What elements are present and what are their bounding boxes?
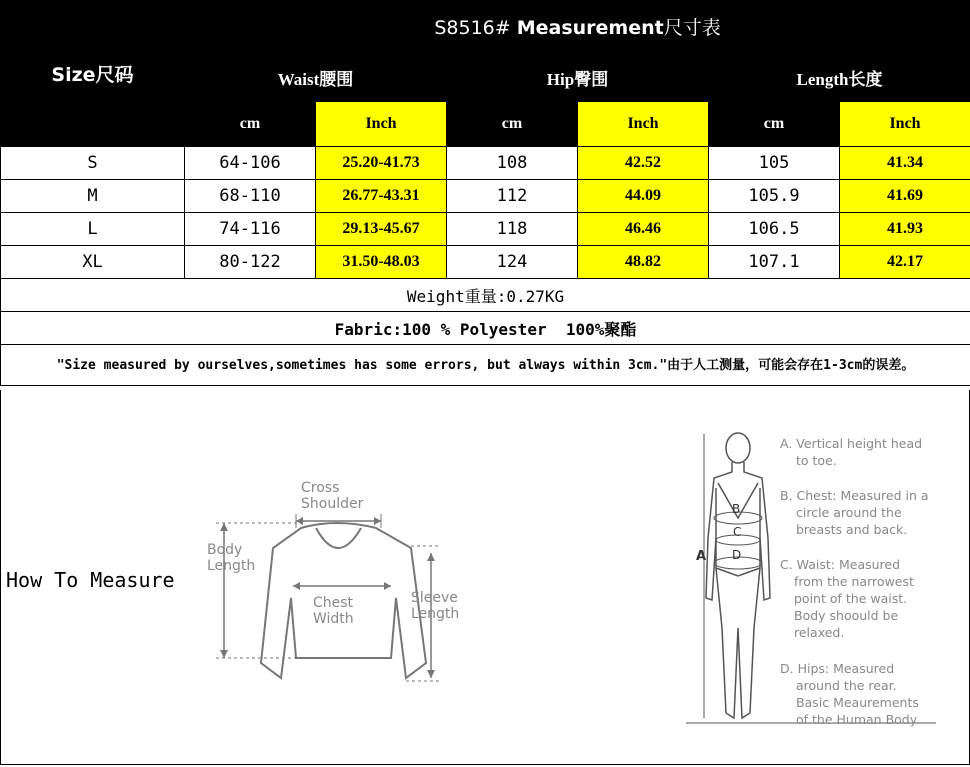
waist-cm-header: cm (185, 102, 316, 147)
figure-text-line: from the narrowest (794, 574, 914, 589)
chest-label-2: Width (313, 611, 354, 627)
table-title (185, 1, 970, 53)
hip-cm-cell: 118 (447, 213, 578, 246)
length-cm-cell: 107.1 (709, 246, 840, 279)
length-inch-header: Inch (840, 102, 970, 147)
hip-cm-cell: 124 (447, 246, 578, 279)
cross-label-1: Cross (301, 480, 340, 496)
waist-inch-cell: 25.20-41.73 (316, 147, 447, 180)
size-cell: XL (1, 246, 185, 279)
garment-diagram (201, 478, 481, 718)
size-header-label: Size尺码 (51, 64, 134, 86)
figure-text-line: B. Chest: Measured in a (780, 488, 929, 503)
hip-inch-cell: 44.09 (578, 180, 709, 213)
body-label-1: Body (207, 542, 243, 558)
size-header (1, 1, 185, 147)
figure-text-line: circle around the (796, 505, 902, 520)
hip-cm-cell: 108 (447, 147, 578, 180)
length-inch-cell: 41.93 (840, 213, 970, 246)
waist-inch-cell: 31.50-48.03 (316, 246, 447, 279)
figure-label-b: B (732, 502, 741, 516)
length-cm-cell: 105 (709, 147, 840, 180)
body-label-2: Length (207, 558, 256, 574)
length-inch-cell: 41.34 (840, 147, 970, 180)
figure-label-c: C (733, 525, 742, 539)
length-inch-cell: 41.69 (840, 180, 970, 213)
figure-text-line: breasts and back. (796, 522, 908, 537)
waist-cm-cell: 74-116 (185, 213, 316, 246)
body-figure-diagram (686, 428, 956, 758)
waist-inch-cell: 29.13-45.67 (316, 213, 447, 246)
title-bold: Measurement (516, 17, 664, 39)
figure-text-line: Body shoould be (794, 608, 899, 623)
sleeve-label-1: Sleeve (411, 590, 458, 606)
hip-inch-cell: 42.52 (578, 147, 709, 180)
hip-cm-cell: 112 (447, 180, 578, 213)
figure-text-line: relaxed. (794, 625, 845, 640)
hip-cm-header: cm (447, 102, 578, 147)
hip-inch-cell: 48.82 (578, 246, 709, 279)
figure-text-line: around the rear. (796, 678, 897, 693)
figure-text-line: of the Human Body (796, 712, 918, 727)
figure-text-line: D. Hips: Measured (780, 661, 895, 676)
hip-inch-cell: 46.46 (578, 213, 709, 246)
cross-label-2: Shoulder (301, 496, 364, 512)
figure-text-line: to toe. (796, 453, 837, 468)
sleeve-label-2: Length (411, 606, 460, 622)
waist-cm-cell: 68-110 (185, 180, 316, 213)
weight-row: Weight重量:0.27KG (1, 279, 970, 312)
size-cell: S (1, 147, 185, 180)
length-cm-header: cm (709, 102, 840, 147)
table-row (1, 246, 970, 279)
figure-label-d: D (732, 548, 742, 562)
hip-header: Hip臀围 (447, 53, 709, 102)
figure-text-line: C. Waist: Measured (780, 557, 901, 572)
table-row (1, 213, 970, 246)
title-code: S8516# (434, 17, 517, 39)
length-cm-cell: 106.5 (709, 213, 840, 246)
waist-header: Waist腰围 (185, 53, 447, 102)
figure-text-line: point of the waist. (794, 591, 908, 606)
chest-label-1: Chest (313, 595, 354, 611)
size-cell: M (1, 180, 185, 213)
figure-text-line: A. Vertical height head (780, 436, 923, 451)
waist-cm-cell: 80-122 (185, 246, 316, 279)
figure-label-a: A (696, 549, 707, 564)
fabric-row: Fabric:100 % Polyester 100%聚酯 (1, 312, 970, 345)
measurement-note: "Size measured by ourselves,sometimes has some errors, but always within 3cm."由于人工测量，可能会存在1-3cm的误差。 (1, 345, 970, 386)
length-header: Length长度 (709, 53, 970, 102)
waist-inch-cell: 26.77-43.31 (316, 180, 447, 213)
hip-inch-header: Inch (578, 102, 709, 147)
length-inch-cell: 42.17 (840, 246, 970, 279)
how-to-measure-panel (0, 390, 970, 765)
table-row (1, 180, 970, 213)
waist-inch-header: Inch (316, 102, 447, 147)
table-row (1, 147, 970, 180)
length-cm-cell: 105.9 (709, 180, 840, 213)
size-cell: L (1, 213, 185, 246)
waist-cm-cell: 64-106 (185, 147, 316, 180)
title-cn: 尺寸表 (663, 17, 721, 39)
figure-text-line: Basic Meaurements (796, 695, 919, 710)
how-to-measure-label: How To Measure (6, 568, 175, 592)
